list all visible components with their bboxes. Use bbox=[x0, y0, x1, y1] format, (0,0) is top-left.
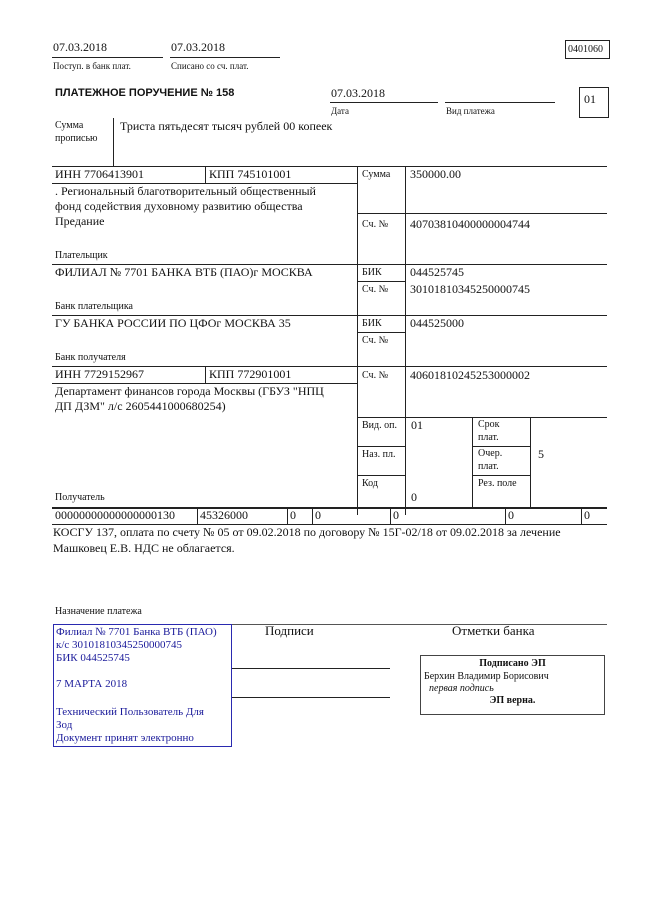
divider bbox=[505, 507, 506, 524]
divider bbox=[357, 332, 405, 333]
payer-name-line: фонд содействия духовному развитию общества bbox=[55, 199, 303, 213]
bank-stamp bbox=[53, 624, 232, 747]
payer-bank-account-label: Сч. № bbox=[362, 284, 389, 295]
term-label: Срок bbox=[478, 419, 500, 430]
form-code-box bbox=[565, 40, 610, 59]
payer-label: Плательщик bbox=[55, 250, 108, 261]
tax-cell: 45326000 bbox=[200, 508, 248, 522]
payer-inn: ИНН 7706413901 bbox=[55, 167, 144, 181]
payment-type-label: Вид платежа bbox=[446, 106, 495, 116]
divider bbox=[170, 57, 280, 58]
stamp-line: к/с 30101810345250000745 bbox=[56, 639, 183, 651]
amount-value: 350000.00 bbox=[410, 167, 461, 181]
payee-bank-label: Банк получателя bbox=[55, 352, 126, 363]
amount-words-label: прописью bbox=[55, 133, 98, 144]
payer-bank-name: ФИЛИАЛ № 7701 БАНКА ВТБ (ПАО)г МОСКВА bbox=[55, 265, 313, 279]
divider bbox=[357, 213, 607, 214]
payee-bank-bik: 044525000 bbox=[410, 316, 464, 330]
tax-cell: 0 bbox=[315, 508, 321, 522]
esign-title: Подписано ЭП bbox=[479, 658, 546, 669]
divider bbox=[390, 507, 391, 524]
reserve-label: Рез. поле bbox=[478, 478, 517, 489]
payee-name-line: ДП ДЗМ" л/с 2605441000680254) bbox=[55, 399, 226, 413]
payee-account-label: Сч. № bbox=[362, 370, 389, 381]
divider bbox=[312, 507, 313, 524]
code-label: Код bbox=[362, 478, 378, 489]
signature-line bbox=[232, 697, 390, 698]
divider bbox=[530, 417, 531, 507]
signature-line bbox=[232, 668, 390, 669]
op-type-label: Вид. оп. bbox=[362, 420, 397, 431]
payee-label: Получатель bbox=[55, 492, 105, 503]
form-code: 0401060 bbox=[568, 44, 603, 55]
purpose-label: Назначение платежа bbox=[55, 606, 142, 617]
tax-cell: 0 bbox=[508, 508, 514, 522]
payee-name-line: Департамент финансов города Москвы (ГБУЗ "НПЦ bbox=[55, 384, 324, 398]
date-label: Дата bbox=[331, 106, 349, 116]
received-label: Поступ. в банк плат. bbox=[53, 61, 131, 71]
order-label: плат. bbox=[478, 461, 499, 472]
divider bbox=[330, 102, 438, 103]
payer-bank-bik: 044525745 bbox=[410, 265, 464, 279]
term-label: плат. bbox=[478, 432, 499, 443]
debited-date: 07.03.2018 bbox=[171, 40, 225, 54]
esign-stamp bbox=[420, 655, 605, 715]
divider bbox=[197, 507, 198, 524]
payee-bank-bik-label: БИК bbox=[362, 318, 382, 329]
tax-cell: 0 bbox=[584, 508, 590, 522]
status-code: 01 bbox=[584, 92, 596, 106]
document-date: 07.03.2018 bbox=[331, 86, 385, 100]
divider bbox=[357, 281, 405, 282]
order-value: 5 bbox=[538, 447, 544, 461]
esign-status: ЭП верна. bbox=[489, 695, 536, 706]
divider bbox=[357, 475, 405, 476]
order-label: Очер. bbox=[478, 448, 503, 459]
payee-bank-name: ГУ БАНКА РОССИИ ПО ЦФОг МОСКВА 35 bbox=[55, 316, 291, 330]
stamp-line: Документ принят электронно bbox=[56, 732, 194, 744]
tax-cell: 0 bbox=[393, 508, 399, 522]
divider bbox=[405, 166, 406, 515]
payer-name-line: . Региональный благотворительный общественный bbox=[55, 184, 316, 198]
op-type: 01 bbox=[411, 418, 423, 432]
payer-kpp: КПП 745101001 bbox=[209, 167, 292, 181]
tax-cell: 00000000000000000130 bbox=[55, 508, 175, 522]
divider bbox=[472, 475, 530, 476]
payee-account: 40601810245253000002 bbox=[410, 368, 530, 382]
payee-kpp: КПП 772901001 bbox=[209, 367, 292, 381]
divider bbox=[472, 446, 530, 447]
divider bbox=[357, 417, 607, 418]
payer-bank-bik-label: БИК bbox=[362, 267, 382, 278]
received-date: 07.03.2018 bbox=[53, 40, 107, 54]
payer-bank-label: Банк плательщика bbox=[55, 301, 133, 312]
divider bbox=[52, 57, 163, 58]
payee-inn: ИНН 7729152967 bbox=[55, 367, 144, 381]
page-title: ПЛАТЕЖНОЕ ПОРУЧЕНИЕ № 158 bbox=[55, 87, 235, 99]
divider bbox=[357, 166, 358, 515]
divider bbox=[113, 118, 114, 166]
divider bbox=[205, 366, 206, 383]
status-code-box bbox=[579, 87, 609, 118]
amount-words-label: Сумма bbox=[55, 120, 84, 131]
payer-account: 40703810400000004744 bbox=[410, 217, 530, 231]
purpose-line: Машковец Е.В. НДС не облагается. bbox=[53, 541, 235, 555]
divider bbox=[472, 417, 473, 507]
bank-marks-label: Отметки банка bbox=[452, 623, 535, 638]
esign-role: первая подпись bbox=[429, 683, 494, 694]
stamp-line: БИК 044525745 bbox=[56, 652, 130, 664]
purpose-code-label: Наз. пл. bbox=[362, 449, 396, 460]
purpose-line: КОСГУ 137, оплата по счету № 05 от 09.02.2018 по договору № 15Г-02/18 от 09.02.2018 за лечение bbox=[53, 525, 561, 539]
stamp-line: Зод bbox=[56, 719, 73, 731]
stamp-line: Технический Пользователь Для bbox=[56, 706, 204, 718]
amount-words: Триста пятьдесят тысяч рублей 00 копеек bbox=[120, 119, 333, 133]
divider bbox=[581, 507, 582, 524]
payer-account-label: Сч. № bbox=[362, 219, 389, 230]
payer-name-line: Предание bbox=[55, 214, 105, 228]
divider bbox=[205, 166, 206, 183]
payee-bank-account-label: Сч. № bbox=[362, 335, 389, 346]
divider bbox=[445, 102, 555, 103]
payer-bank-account: 30101810345250000745 bbox=[410, 282, 530, 296]
stamp-line: Филиал № 7701 Банка ВТБ (ПАО) bbox=[56, 626, 217, 638]
stamp-line: 7 МАРТА 2018 bbox=[56, 678, 128, 690]
esign-signer: Берхин Владимир Борисович bbox=[424, 671, 549, 682]
amount-label: Сумма bbox=[362, 169, 391, 180]
code-value: 0 bbox=[411, 490, 417, 504]
tax-cell: 0 bbox=[290, 508, 296, 522]
debited-label: Списано со сч. плат. bbox=[171, 61, 249, 71]
signatures-label: Подписи bbox=[265, 623, 314, 638]
divider bbox=[287, 507, 288, 524]
divider bbox=[357, 446, 405, 447]
